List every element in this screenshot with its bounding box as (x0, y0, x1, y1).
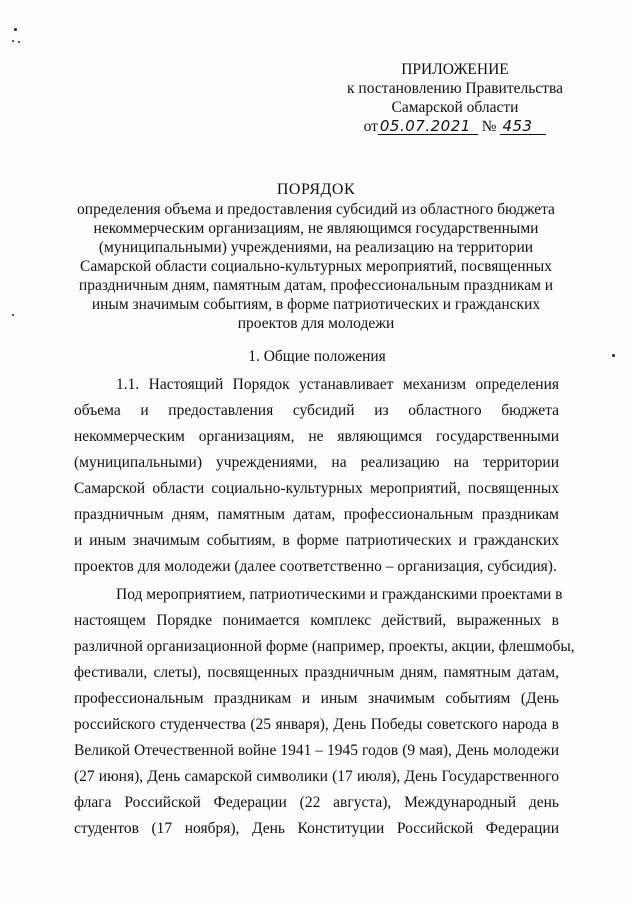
paragraph-line: фестивали, слеты), посвященных праздничным дням, памятным датам, (74, 664, 559, 681)
date-prefix: от (363, 118, 378, 135)
paragraph-line: (27 июня), День самарской символики (17 июля), День Государственного (74, 768, 559, 785)
paragraph-line: Самарской области социально-культурных мероприятий, посвященных (74, 480, 559, 497)
paragraph-line: некоммерческим организациям, не являющимся государственными (74, 428, 559, 445)
document-title (60, 180, 572, 333)
scan-speck (12, 314, 14, 316)
appendix-header (330, 60, 580, 136)
title-line: иным значимым событиям, в форме патриотических и гражданских (91, 296, 541, 313)
paragraph-line: студентов (17 ноября), День Конституции Российской Федерации (74, 820, 559, 837)
title-line: определения объема и предоставления субсидий из областного бюджета (77, 201, 555, 218)
appendix-reference-line (330, 117, 580, 136)
paragraph-line: различной организационной форме (например, проекты, акции, флешмобы, (74, 638, 575, 655)
paragraph-line: и иным значимым событиям, в форме патриотических и гражданских (74, 532, 559, 549)
title-line: проектов для молодежи (237, 315, 395, 332)
handwritten-number: 453 (500, 118, 546, 135)
paragraph-line: настоящем Порядке понимается комплекс действий, выраженных в (74, 612, 559, 629)
scan-speck (12, 40, 14, 42)
paragraph-line: (муниципальными) учреждениями, на реализацию на территории (74, 454, 559, 471)
title-line: праздничным дням, памятным датам, профессиональным праздникам и (78, 277, 554, 294)
appendix-title: ПРИЛОЖЕНИЕ (401, 61, 509, 78)
paragraph-line: Великой Отечественной войне 1941 – 1945 годов (9 мая), День молодежи (74, 742, 559, 759)
paragraph-line: объема и предоставления субсидий из областного бюджета (74, 402, 559, 419)
scan-speck (18, 41, 20, 43)
scan-speck (14, 28, 17, 31)
appendix-line-1: к постановлению Правительства (347, 80, 563, 97)
section-heading: 1. Общие положения (248, 348, 386, 365)
handwritten-date: 05.07.2021 (378, 118, 478, 135)
title-line: (муниципальными) учреждениями, на реализацию на территории (98, 239, 534, 256)
paragraph-line: 1.1. Настоящий Порядок устанавливает механизм определения (116, 376, 559, 393)
number-prefix: № (481, 118, 497, 135)
title-word: ПОРЯДОК (276, 181, 356, 198)
paragraph-line: профессиональным праздникам и иным значимым событиям (День (74, 690, 559, 707)
paragraph-line: флага Российской Федерации (22 августа), Международный день (74, 794, 559, 811)
title-line: некоммерческим организациям, не являющимся государственными (93, 220, 539, 237)
paragraph-line: проектов для молодежи (далее соответственно – организация, субсидия). (74, 558, 557, 575)
paragraph-2 (74, 582, 575, 842)
paragraph-line: Под мероприятием, патриотическими и гражданскими проектами в (116, 586, 563, 603)
paragraph-1-1 (74, 372, 559, 580)
title-line: Самарской области социально-культурных мероприятий, посвященных (80, 258, 552, 275)
paragraph-line: российского студенчества (25 января), День Победы советского народа в (74, 716, 559, 733)
appendix-line-2: Самарской области (391, 99, 519, 116)
paragraph-line: праздничным дням, памятным датам, профессиональным праздникам (74, 506, 559, 523)
